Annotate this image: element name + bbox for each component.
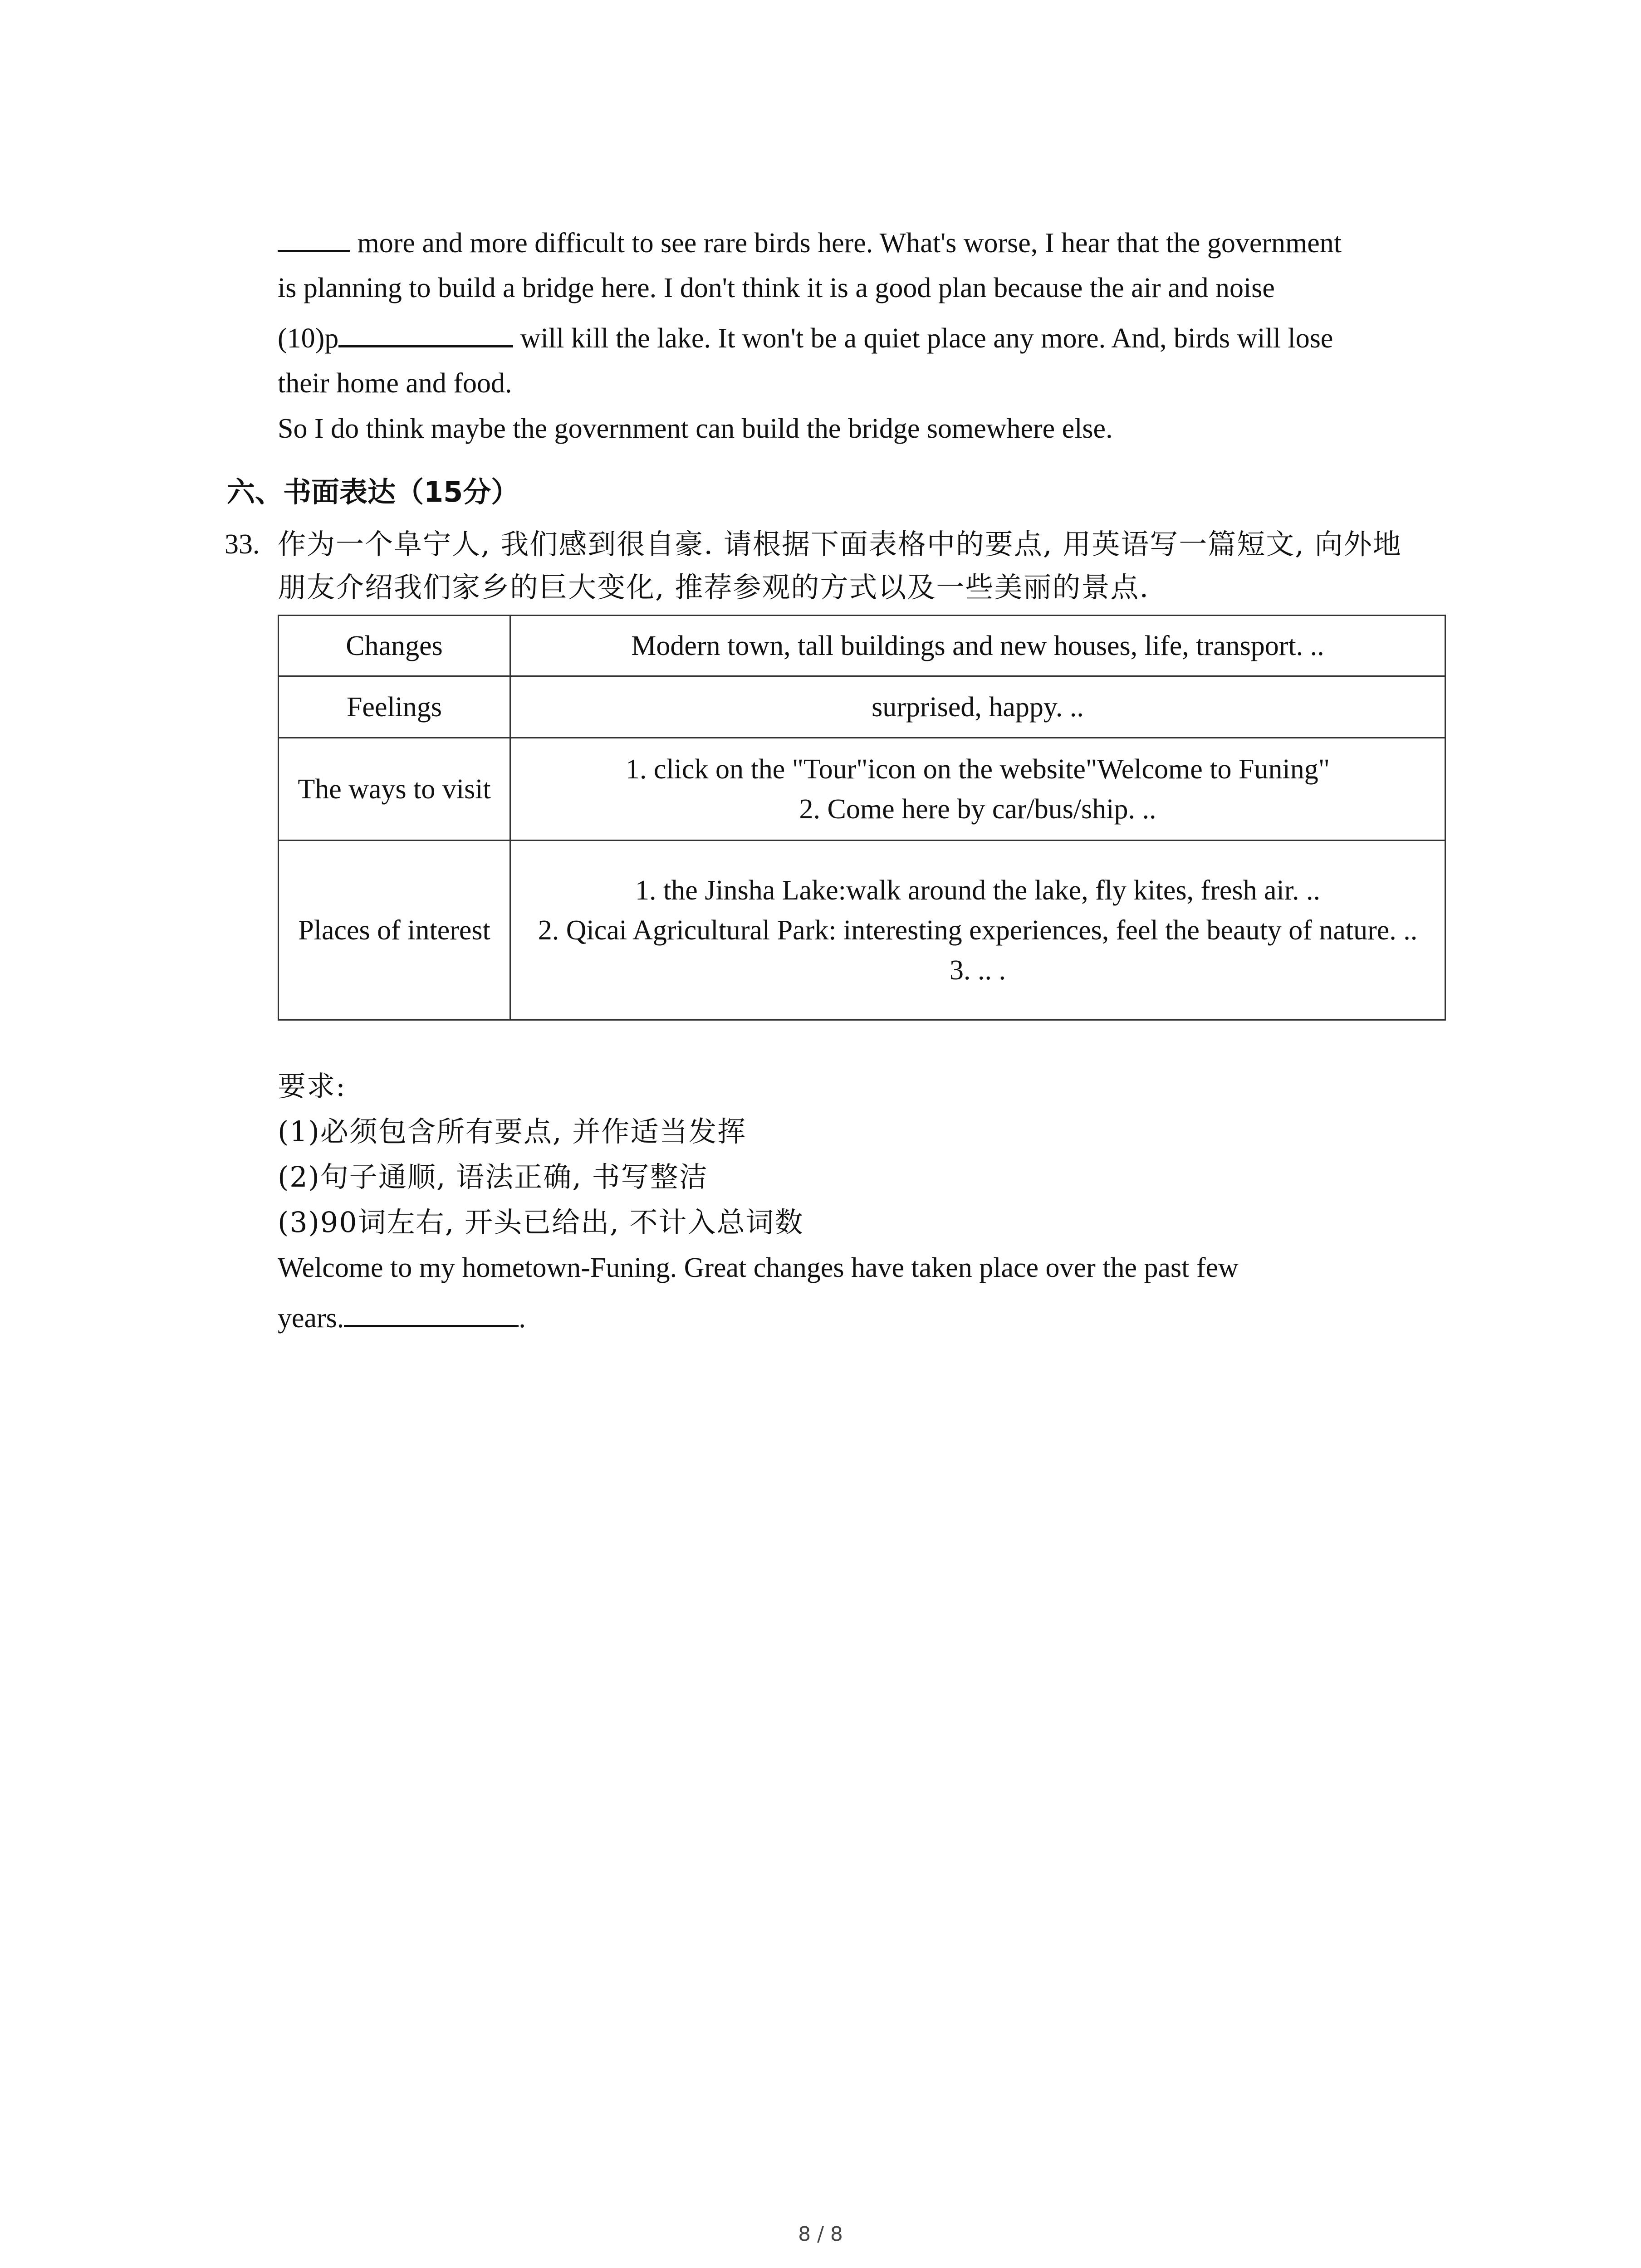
table-content-line: 2. Qicai Agricultural Park: interesting experiences, feel the beauty of nature. .. [538,914,1418,946]
question-number: 33. [225,529,260,560]
table-content-feelings [510,676,1445,738]
table-row-places-of-interest [279,841,1445,1020]
table-row-feelings [279,676,1445,738]
requirement-item-1: (1)必须包含所有要点, 并作适当发挥 [278,1115,747,1148]
table-label-ways-to-visit: The ways to visit [279,738,510,841]
table-content-line: surprised, happy. .. [872,691,1084,723]
requirement-item-3: (3)90词左右, 开头已给出, 不计入总词数 [278,1206,804,1239]
section-heading: 六、书面表达（15分） [227,475,519,508]
blank-10-prefix: (10)p [278,323,339,354]
passage-line-4: their home and food. [278,368,512,399]
answer-blank-10[interactable] [338,320,513,347]
table-content-places-of-interest [510,841,1445,1020]
table-content-changes [510,616,1445,676]
question-prompt-line-2: 朋友介绍我们家乡的巨大变化, 推荐参观的方式以及一些美丽的景点. [278,571,1150,604]
table-content-ways-to-visit [510,738,1445,841]
table-row-ways-to-visit [279,738,1445,841]
requirement-item-2: (2)句子通顺, 语法正确, 书写整洁 [278,1160,708,1193]
table-content-line: 3. .. . [950,954,1006,986]
table-label-changes: Changes [279,616,510,676]
essay-start-line-2 [278,1300,526,1336]
passage-line-1-text: more and more difficult to see rare birds here. What's worse, I hear that the government [357,228,1342,259]
table-label-feelings: Feelings [279,676,510,738]
table-row-changes [279,616,1445,676]
passage-line-3 [278,320,1333,357]
passage-line-5: So I do think maybe the government can build the bridge somewhere else. [278,413,1113,444]
essay-start-line-1: Welcome to my hometown-Funing. Great changes have taken place over the past few [278,1252,1239,1283]
passage-line-3-text: will kill the lake. It won't be a quiet place any more. And, birds will lose [513,323,1333,354]
essay-answer-blank[interactable] [344,1300,519,1327]
question-prompt-line-1: 作为一个阜宁人, 我们感到很自豪. 请根据下面表格中的要点, 用英语写一篇短文, 向外地 [278,528,1402,561]
table-content-line: 2. Come here by car/bus/ship. .. [799,793,1156,825]
essay-start-prefix: years. [278,1303,344,1334]
passage-line-2: is planning to build a bridge here. I don't think it is a good plan because the air and noise [278,273,1275,303]
table-content-line: Modern town, tall buildings and new houses, life, transport. .. [631,630,1324,661]
page-number: 8 / 8 [798,2223,843,2246]
essay-start-suffix: . [519,1303,526,1334]
key-points-table [278,615,1446,1021]
passage-line-1 [278,225,1342,261]
answer-blank-9[interactable] [278,225,350,252]
table-content-line: 1. click on the "Tour"icon on the website"Welcome to Funing" [625,753,1330,785]
table-label-places-of-interest: Places of interest [279,841,510,1020]
requirements-title: 要求: [278,1070,346,1103]
table-content-line: 1. the Jinsha Lake:walk around the lake, fly kites, fresh air. .. [635,875,1320,906]
